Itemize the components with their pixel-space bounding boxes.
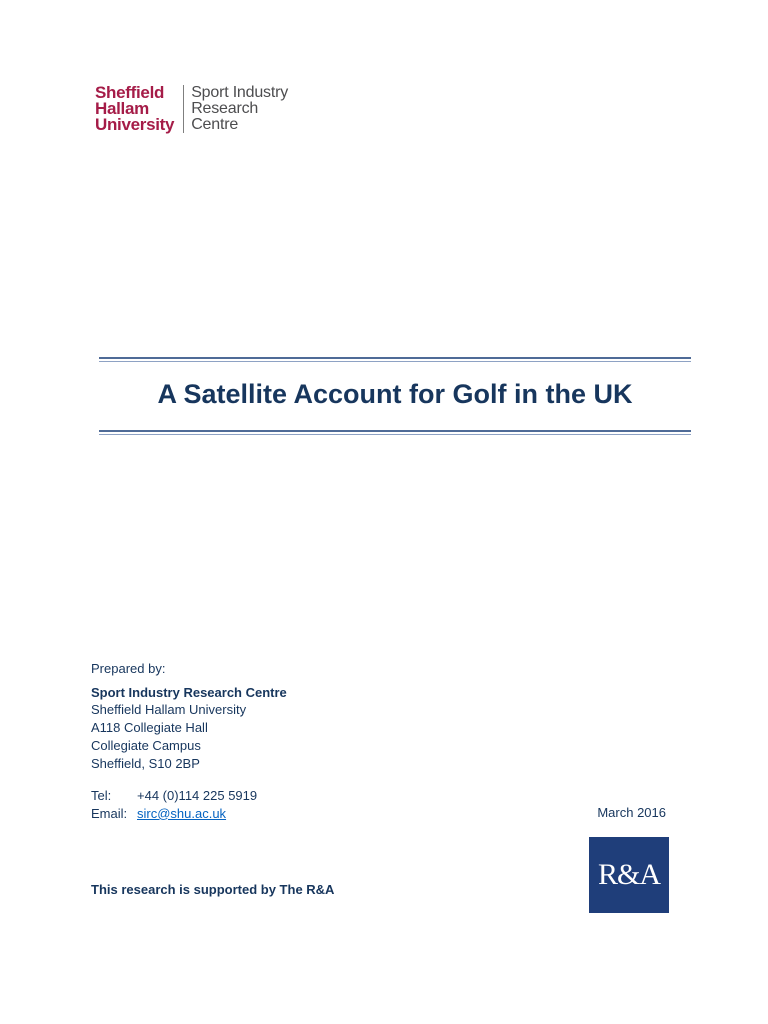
email-link[interactable]: sirc@shu.ac.uk — [137, 805, 227, 821]
support-note: This research is supported by The R&A — [91, 882, 335, 897]
title-rule-bottom — [99, 430, 691, 432]
telephone-label: Tel: — [91, 788, 112, 803]
document-title: A Satellite Account for Golf in the UK — [157, 379, 633, 409]
centre-line-3: Centre — [191, 116, 239, 133]
address-line: Collegiate Campus — [91, 737, 201, 753]
address-line: Sheffield Hallam University — [91, 702, 247, 718]
email-label: Email: — [91, 805, 128, 821]
logo-divider — [183, 85, 184, 133]
ra-logo-text: R&A — [597, 858, 660, 891]
email-row — [91, 805, 257, 823]
telephone-value: +44 (0)114 225 5919 — [137, 788, 258, 803]
university-line-2: Hallam — [95, 99, 149, 118]
centre-line-2: Research — [191, 100, 259, 117]
telephone-row — [91, 787, 257, 805]
ra-logo — [589, 837, 669, 913]
prepared-by-label: Prepared by: — [91, 661, 166, 676]
organisation-name: Sport Industry Research Centre — [91, 684, 287, 700]
title-rule-top — [99, 357, 691, 359]
university-wordmark — [95, 85, 174, 133]
university-line-1: Sheffield — [95, 83, 165, 102]
centre-line-1: Sport Industry — [191, 84, 289, 101]
contact-block — [91, 787, 257, 822]
address-line: Sheffield, S10 2BP — [91, 755, 200, 771]
university-line-3: University — [95, 115, 175, 134]
shu-sirc-logo — [95, 85, 288, 133]
publication-date: March 2016 — [597, 805, 666, 820]
address-line: A118 Collegiate Hall — [91, 720, 208, 736]
prepared-by-block — [91, 660, 287, 772]
centre-wordmark — [191, 85, 288, 133]
